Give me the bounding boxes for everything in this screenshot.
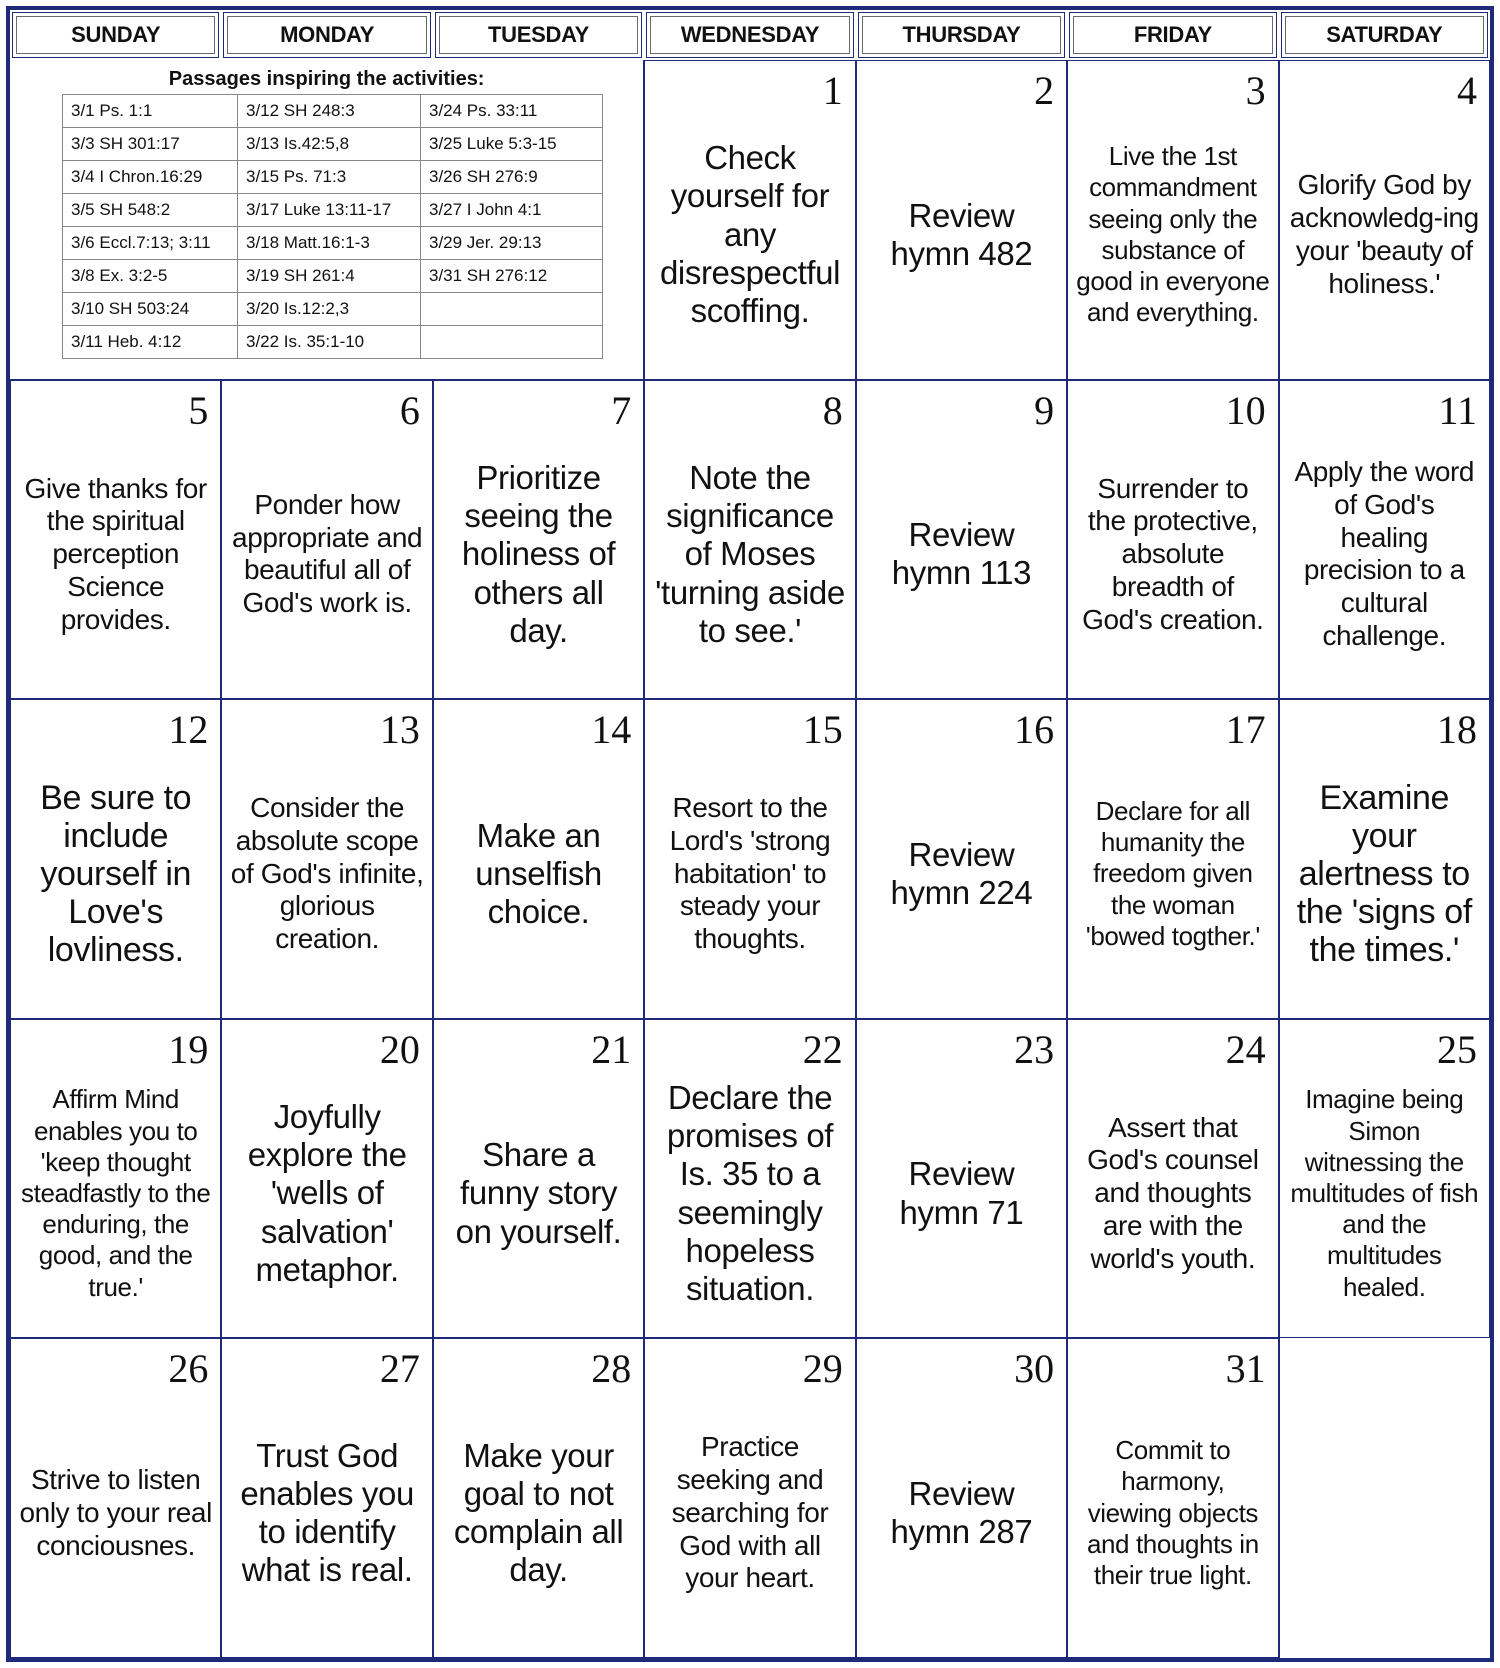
weekday-header-tuesday: TUESDAY: [435, 12, 642, 58]
passages-row: [63, 194, 603, 227]
day-cell: [1067, 1019, 1278, 1339]
day-activity: Review hymn 113: [891, 516, 1032, 592]
passage-entry: 3/25 Luke 5:3-15: [421, 128, 603, 161]
passage-entry: 3/12 SH 248:3: [238, 95, 421, 128]
day-number: 30: [1014, 1346, 1055, 1392]
day-activity: Ponder how appropriate and beautiful all of God's work is.: [232, 488, 423, 619]
passage-entry: 3/31 SH 276:12: [421, 260, 603, 293]
day-activity: Imagine being Simon witnessing the multitudes of fish and the multitudes healed.: [1290, 1084, 1479, 1302]
day-cell: [856, 1338, 1067, 1658]
day-activity: Review hymn 71: [899, 1155, 1024, 1231]
passage-entry: 3/26 SH 276:9: [421, 161, 603, 194]
passages-row: [63, 326, 603, 359]
day-cell: [10, 1338, 221, 1658]
day-cell: [433, 380, 644, 700]
day-cell: [644, 699, 855, 1019]
day-activity: Joyfully explore the 'wells of salvation' metaphor.: [247, 1097, 407, 1288]
day-cell: [433, 1338, 644, 1658]
day-cell: [644, 1338, 855, 1658]
day-number: 17: [1225, 707, 1266, 753]
passage-entry: [421, 326, 603, 359]
day-number: 12: [168, 707, 209, 753]
day-number: 14: [591, 707, 632, 753]
passage-entry: 3/1 Ps. 1:1: [63, 95, 238, 128]
passage-entry: 3/10 SH 503:24: [63, 293, 238, 326]
day-number: 29: [802, 1346, 843, 1392]
day-cell: [1279, 1019, 1490, 1339]
day-cell: [10, 380, 221, 700]
day-activity: Live the 1st commandment seeing only the substance of good in everyone and everything.: [1076, 141, 1270, 328]
day-number: 2: [1034, 68, 1055, 113]
day-cell: [1279, 380, 1490, 700]
day-activity: Review hymn 482: [890, 196, 1033, 272]
day-activity: Review hymn 224: [890, 835, 1033, 911]
day-number: 5: [188, 387, 209, 433]
day-activity: Strive to listen only to your real conciousnes.: [19, 1464, 212, 1561]
day-activity: Make an unselfish choice.: [475, 816, 602, 931]
day-activity: Prioritize seeing the holiness of others all day.: [461, 458, 616, 649]
passages-row: [63, 95, 603, 128]
weekday-header-saturday: SATURDAY: [1281, 12, 1488, 58]
day-cell: [1067, 380, 1278, 700]
passages-row: [63, 293, 603, 326]
day-cell: [10, 1019, 221, 1339]
passage-entry: 3/5 SH 548:2: [63, 194, 238, 227]
day-activity: Affirm Mind enables you to 'keep thought steadfastly to the enduring, the good, and the true.': [21, 1084, 211, 1302]
passages-row: [63, 260, 603, 293]
day-activity: Commit to harmony, viewing objects and thoughts in their true light.: [1086, 1435, 1259, 1590]
day-cell: [644, 60, 855, 380]
day-activity: Glorify God by acknowledg-ing your 'beauty of holiness.': [1289, 169, 1479, 299]
day-activity: Declare for all humanity the freedom given the woman 'bowed togther.': [1085, 796, 1260, 951]
weekday-header-thursday: THURSDAY: [858, 12, 1065, 58]
day-activity: Make your goal to not complain all day.: [453, 1436, 624, 1589]
day-cell: [221, 1338, 432, 1658]
day-number: 3: [1245, 68, 1266, 113]
day-number: 24: [1225, 1026, 1266, 1072]
passage-entry: 3/8 Ex. 3:2-5: [63, 260, 238, 293]
day-number: 22: [802, 1026, 843, 1072]
passage-entry: 3/27 I John 4:1: [421, 194, 603, 227]
passage-entry: 3/13 Is.42:5,8: [238, 128, 421, 161]
day-cell: [856, 1019, 1067, 1339]
day-number: 16: [1014, 707, 1055, 753]
day-activity: Share a funny story on yourself.: [455, 1136, 622, 1250]
day-number: 8: [822, 387, 843, 433]
day-cell: [644, 380, 855, 700]
day-number: 7: [611, 387, 632, 433]
day-number: 1: [822, 68, 843, 113]
passages-table: [62, 94, 603, 359]
passages-row: [63, 227, 603, 260]
passage-entry: 3/20 Is.12:2,3: [238, 293, 421, 326]
day-number: 26: [168, 1346, 209, 1392]
day-cell: [1067, 1338, 1278, 1658]
day-number: 28: [591, 1346, 632, 1392]
day-activity: Resort to the Lord's 'strong habitation' to steady your thoughts.: [669, 792, 831, 955]
day-cell: [433, 699, 644, 1019]
day-cell: [856, 60, 1067, 380]
day-number: 11: [1438, 387, 1477, 433]
weekday-header-friday: FRIDAY: [1069, 12, 1276, 58]
day-number: 6: [399, 387, 420, 433]
day-cell: [1279, 699, 1490, 1019]
weekday-header-monday: MONDAY: [223, 12, 430, 58]
day-cell: [644, 1019, 855, 1339]
passage-entry: 3/24 Ps. 33:11: [421, 95, 603, 128]
day-cell: [10, 699, 221, 1019]
day-activity: Review hymn 287: [890, 1474, 1033, 1551]
day-cell: [1279, 60, 1490, 380]
day-cell: [221, 699, 432, 1019]
day-number: 18: [1437, 707, 1477, 753]
day-activity: Trust God enables you to identify what is real.: [240, 1436, 414, 1589]
passage-entry: 3/15 Ps. 71:3: [238, 161, 421, 194]
day-activity: Give thanks for the spiritual perception Science provides.: [24, 472, 207, 635]
passage-entry: 3/18 Matt.16:1-3: [238, 227, 421, 260]
passage-entry: 3/4 I Chron.16:29: [63, 161, 238, 194]
day-activity: Apply the word of God's healing precision to a cultural challenge.: [1294, 456, 1475, 651]
day-number: 31: [1225, 1346, 1266, 1392]
day-number: 21: [591, 1026, 632, 1072]
passage-entry: 3/6 Eccl.7:13; 3:11: [63, 227, 238, 260]
passage-entry: 3/22 Is. 35:1-10: [238, 326, 421, 359]
empty-day-cell: [1279, 1338, 1490, 1658]
day-activity: Declare the promises of Is. 35 to a seemingly hopeless situation.: [666, 1078, 834, 1308]
passage-entry: 3/29 Jer. 29:13: [421, 227, 603, 260]
passage-entry: 3/19 SH 261:4: [238, 260, 421, 293]
day-cell: [221, 1019, 432, 1339]
day-activity: Surrender to the protective, absolute breadth of God's creation.: [1082, 472, 1264, 635]
day-cell: [856, 380, 1067, 700]
passage-entry: [421, 293, 603, 326]
passages-reference: [10, 60, 644, 380]
passages-row: [63, 161, 603, 194]
day-cell: [433, 1019, 644, 1339]
day-cell: [856, 699, 1067, 1019]
day-activity: Note the significance of Moses 'turning aside to see.': [655, 458, 845, 649]
calendar-grid: [6, 6, 1494, 1662]
passage-entry: 3/11 Heb. 4:12: [63, 326, 238, 359]
day-cell: [221, 380, 432, 700]
day-number: 10: [1225, 387, 1266, 433]
day-number: 9: [1034, 387, 1055, 433]
weekday-header-wednesday: WEDNESDAY: [646, 12, 853, 58]
day-number: 19: [168, 1026, 209, 1072]
day-number: 4: [1457, 68, 1477, 113]
day-activity: Examine your alertness to the 'signs of the times.': [1296, 778, 1472, 970]
passages-title: Passages inspiring the activities:: [168, 68, 485, 90]
day-activity: Practice seeking and searching for God with all your heart.: [671, 1431, 829, 1594]
day-number: 13: [379, 707, 420, 753]
day-activity: Assert that God's counsel and thoughts are with the world's youth.: [1087, 1111, 1259, 1274]
passage-entry: 3/17 Luke 13:11-17: [238, 194, 421, 227]
day-cell: [1067, 60, 1278, 380]
day-activity: Check yourself for any disrespectful scoffing.: [659, 139, 841, 330]
passages-row: [63, 128, 603, 161]
weekday-header-sunday: SUNDAY: [12, 12, 219, 58]
day-cell: [1067, 699, 1278, 1019]
day-number: 15: [802, 707, 843, 753]
day-activity: Consider the absolute scope of God's infinite, glorious creation.: [230, 792, 424, 955]
day-activity: Be sure to include yourself in Love's lovliness.: [40, 778, 192, 970]
day-number: 20: [379, 1026, 420, 1072]
day-number: 23: [1014, 1026, 1055, 1072]
day-number: 25: [1437, 1026, 1477, 1072]
passage-entry: 3/3 SH 301:17: [63, 128, 238, 161]
day-number: 27: [379, 1346, 420, 1392]
